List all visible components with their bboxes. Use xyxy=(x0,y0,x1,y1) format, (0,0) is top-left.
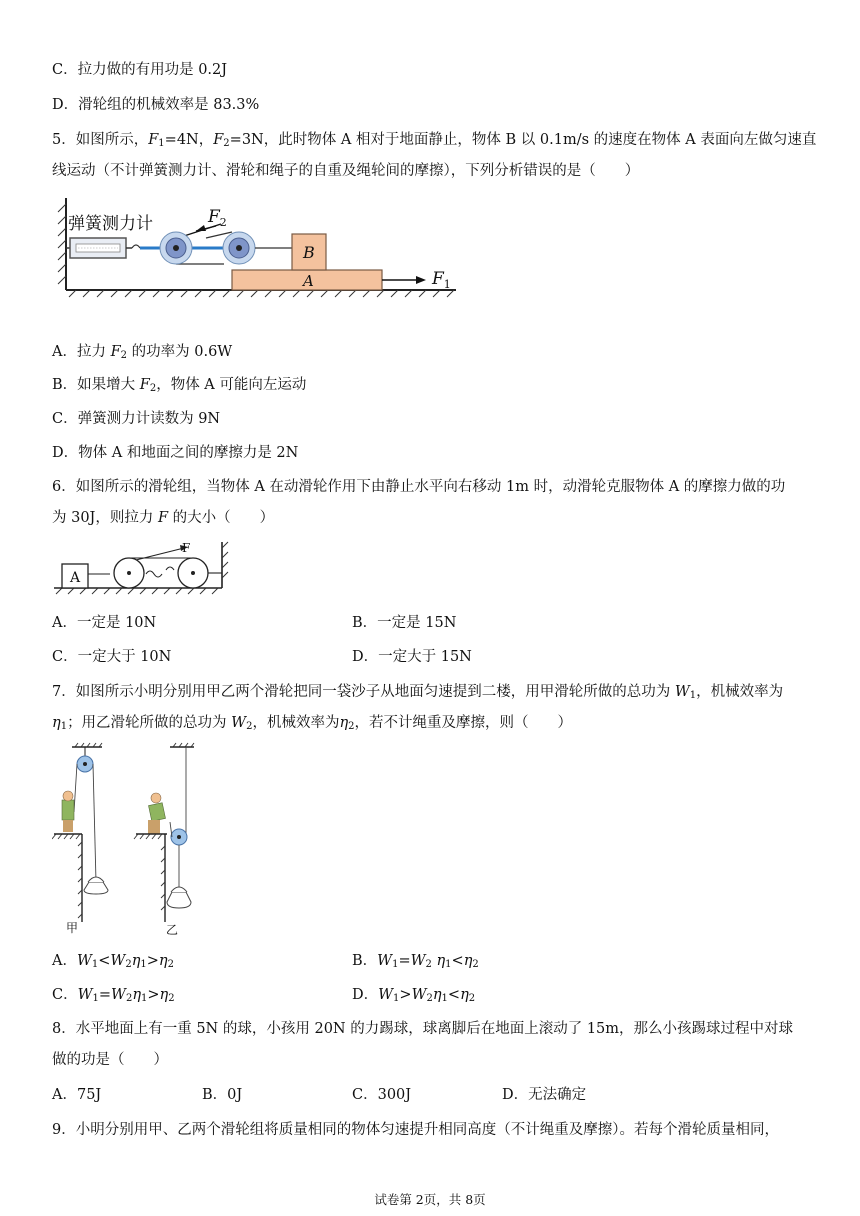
q6-option-d: D．一定大于 15N xyxy=(352,649,472,665)
q8-stem-line1: 8．水平地面上有一重 5N 的球，小孩用 20N 的力踢球，球离脚后在地面上滚动了 15m，那么小孩踢球过程中对球 xyxy=(52,1021,794,1037)
q6-stem-line1: 6．如图所示的滑轮组，当物体 A 在动滑轮作用下由静止水平向右移动 1m 时，动滑轮克服物体 A 的摩擦力做的功 xyxy=(52,479,786,495)
force-f-label: F xyxy=(182,541,191,555)
q6-figure xyxy=(54,540,230,596)
q4-option-c: C．拉力做的有用功是 0.2J xyxy=(52,62,228,78)
spring-meter-label: 弹簧测力计 xyxy=(68,214,153,233)
label-jia: 甲 xyxy=(66,921,79,935)
q6-option-a: A．一定是 10N xyxy=(52,615,157,631)
label-yi: 乙 xyxy=(166,923,179,937)
q7-option-b: B．$W_1=W_2$ $\eta_1<\eta_2$ xyxy=(352,953,479,970)
block-a-label: A xyxy=(70,570,81,586)
q9-stem-line1: 9．小明分别用甲、乙两个滑轮组将质量相同的物体匀速提升相同高度（不计绳重及摩擦）。若每个滑轮质量相同， xyxy=(52,1122,779,1138)
q8-stem-line2: 做的功是（ ） xyxy=(52,1052,168,1068)
q4-option-d: D．滑轮组的机械效率是 83.3% xyxy=(52,97,260,113)
block-a-label: A xyxy=(303,272,314,290)
q7-stem-line1: 7．如图所示小明分别用甲乙两个滑轮把同一袋沙子从地面匀速提到二楼，用甲滑轮所做的总功为 $W_1$，机械效率为 xyxy=(52,684,784,701)
q8-option-a: A．75J xyxy=(52,1087,102,1103)
q5-option-d: D．物体 A 和地面之间的摩擦力是 2N xyxy=(52,445,299,461)
q8-option-d: D．无法确定 xyxy=(502,1087,587,1103)
page-footer: 试卷第 2页，共 8页 xyxy=(374,1192,486,1207)
q6-option-c: C．一定大于 10N xyxy=(52,649,172,665)
q7-option-d: D．$W_1>W_2\eta_1<\eta_2$ xyxy=(352,987,476,1004)
q7-stem-line2: $\eta_1$；用乙滑轮所做的总功为 $W_2$，机械效率为$\eta_2$，若不计绳重及摩擦，则（ ） xyxy=(52,715,573,732)
q6-stem-line2: 为 30J，则拉力 F 的大小（ ） xyxy=(52,510,275,526)
f2-label: $F_2$ xyxy=(208,207,227,229)
block-b-label: B xyxy=(303,243,315,262)
q8-option-c: C．300J xyxy=(352,1087,412,1103)
q5-stem-line1: 5．如图所示，$F_1=4N$，$F_2=3N$，此时物体 A 相对于地面静止，物体 B 以 0.1m/s 的速度在物体 A 表面向左做匀速直 xyxy=(52,132,817,149)
q5-option-b: B．如果增大 $F_2$，物体 A 可能向左运动 xyxy=(52,377,307,394)
q5-stem-line2: 线运动（不计弹簧测力计、滑轮和绳子的自重及绳轮间的摩擦），下列分析错误的是（ ） xyxy=(52,163,640,179)
f1-label: $F_1$ xyxy=(432,269,451,291)
q7-figure xyxy=(52,742,222,938)
q6-option-b: B．一定是 15N xyxy=(352,615,457,631)
q7-option-a: A．$W_1<W_2\eta_1>\eta_2$ xyxy=(52,953,174,970)
q8-option-b: B．0J xyxy=(202,1087,243,1103)
q5-option-a: A．拉力 $F_2$ 的功率为 0.6W xyxy=(52,344,233,361)
q5-figure xyxy=(56,192,466,300)
q7-option-c: C．$W_1=W_2\eta_1>\eta_2$ xyxy=(52,987,175,1004)
q5-option-c: C．弹簧测力计读数为 9N xyxy=(52,411,221,427)
